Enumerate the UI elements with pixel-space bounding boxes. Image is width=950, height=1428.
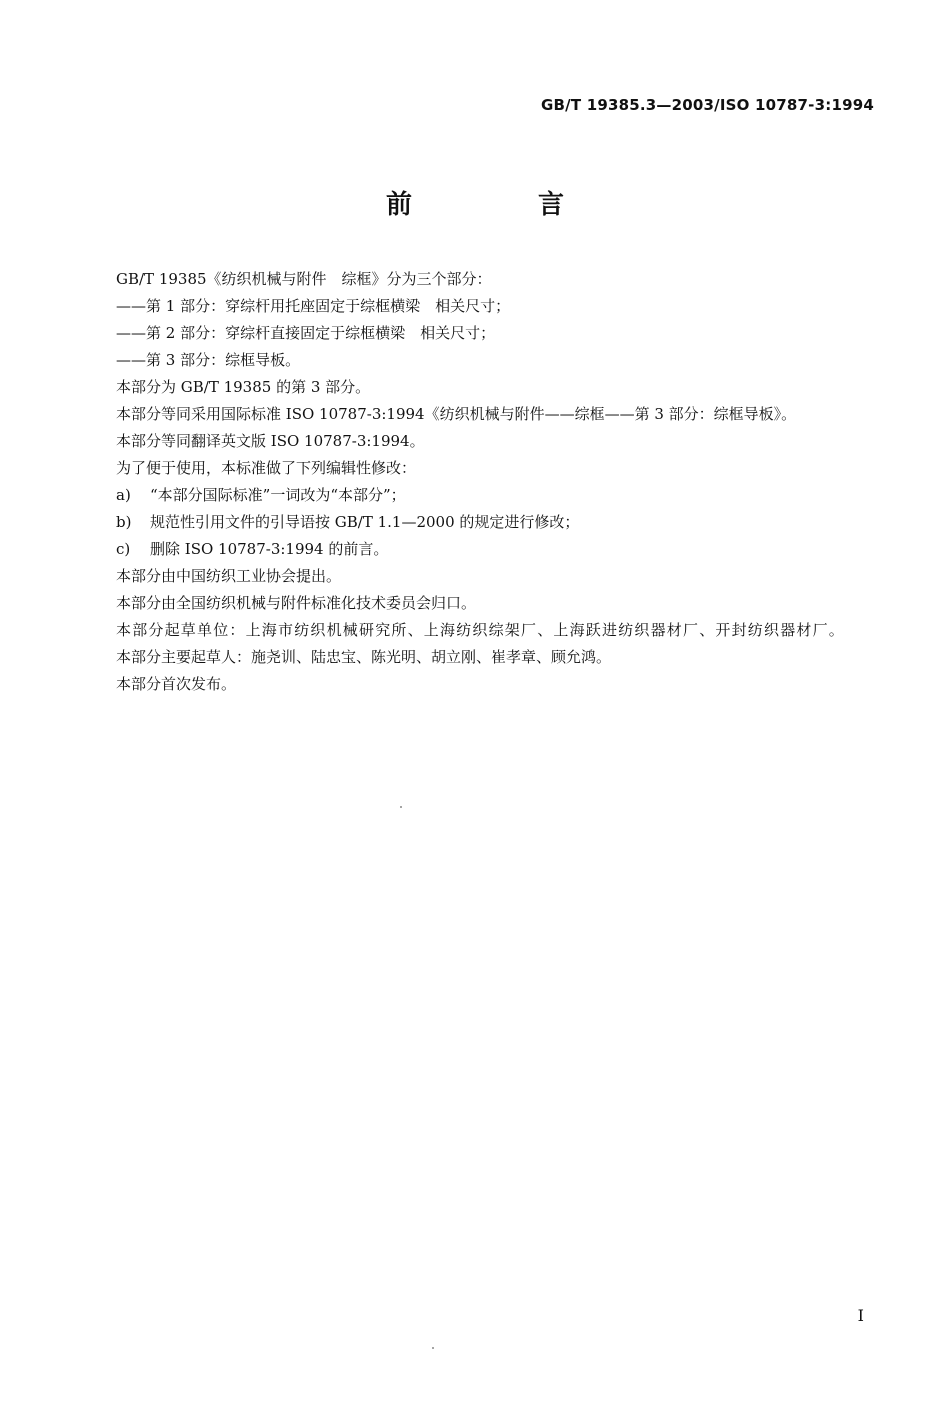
paragraph-this-part: 本部分为 GB/T 19385 的第 3 部分。 <box>116 378 371 396</box>
list-marker: b) <box>116 513 132 531</box>
list-item-text: “本部分国际标准”一词改为“本部分”； <box>150 486 406 504</box>
list-item-text: 删除 ISO 10787-3:1994 的前言。 <box>150 540 389 558</box>
paragraph-proposer: 本部分由中国纺织工业协会提出。 <box>116 567 342 585</box>
paragraph-first-release: 本部分首次发布。 <box>116 675 237 693</box>
scan-speck <box>400 806 402 808</box>
paragraph-part-3: ——第 3 部分：综框导板。 <box>116 351 301 369</box>
paragraph-adoption: 本部分等同采用国际标准 ISO 10787-3:1994《纺织机械与附件——综框——第 3 部分：综框导板》。 <box>116 405 797 423</box>
modification-item-b <box>80 509 876 536</box>
paragraph-translation: 本部分等同翻译英文版 ISO 10787-3:1994。 <box>116 432 425 450</box>
list-marker: c) <box>116 540 131 558</box>
paragraph-edits-intro: 为了便于使用，本标准做了下列编辑性修改： <box>116 459 417 477</box>
modification-item-c <box>80 536 876 563</box>
paragraph-part-1: ——第 1 部分：穿综杆用托座固定于综框横梁 相关尺寸； <box>116 297 511 315</box>
list-item-text: 规范性引用文件的引导语按 GB/T 1.1—2000 的规定进行修改； <box>150 513 580 531</box>
page-title: 前 言 <box>385 190 614 220</box>
paragraph-part-2: ——第 2 部分：穿综杆直接固定于综框横梁 相关尺寸； <box>116 324 496 342</box>
page-number: I <box>857 1306 864 1325</box>
paragraph-committee: 本部分由全国纺织机械与附件标准化技术委员会归口。 <box>116 594 477 612</box>
modification-item-a <box>80 482 876 509</box>
list-marker: a) <box>116 486 131 504</box>
paragraph-drafters: 本部分主要起草人：施尧训、陆忠宝、陈光明、胡立刚、崔孝章、顾允鸿。 <box>116 648 612 666</box>
paragraph-intro: GB/T 19385《纺织机械与附件 综框》分为三个部分： <box>116 270 492 288</box>
document-body <box>80 266 876 698</box>
scan-speck <box>432 1347 434 1349</box>
standard-code-header: GB/T 19385.3—2003/ISO 10787-3:1994 <box>541 96 874 114</box>
paragraph-drafting-units: 本部分起草单位：上海市纺织机械研究所、上海纺织综架厂、上海跃进纺织器材厂、开封纺织器材厂。 <box>116 621 846 639</box>
